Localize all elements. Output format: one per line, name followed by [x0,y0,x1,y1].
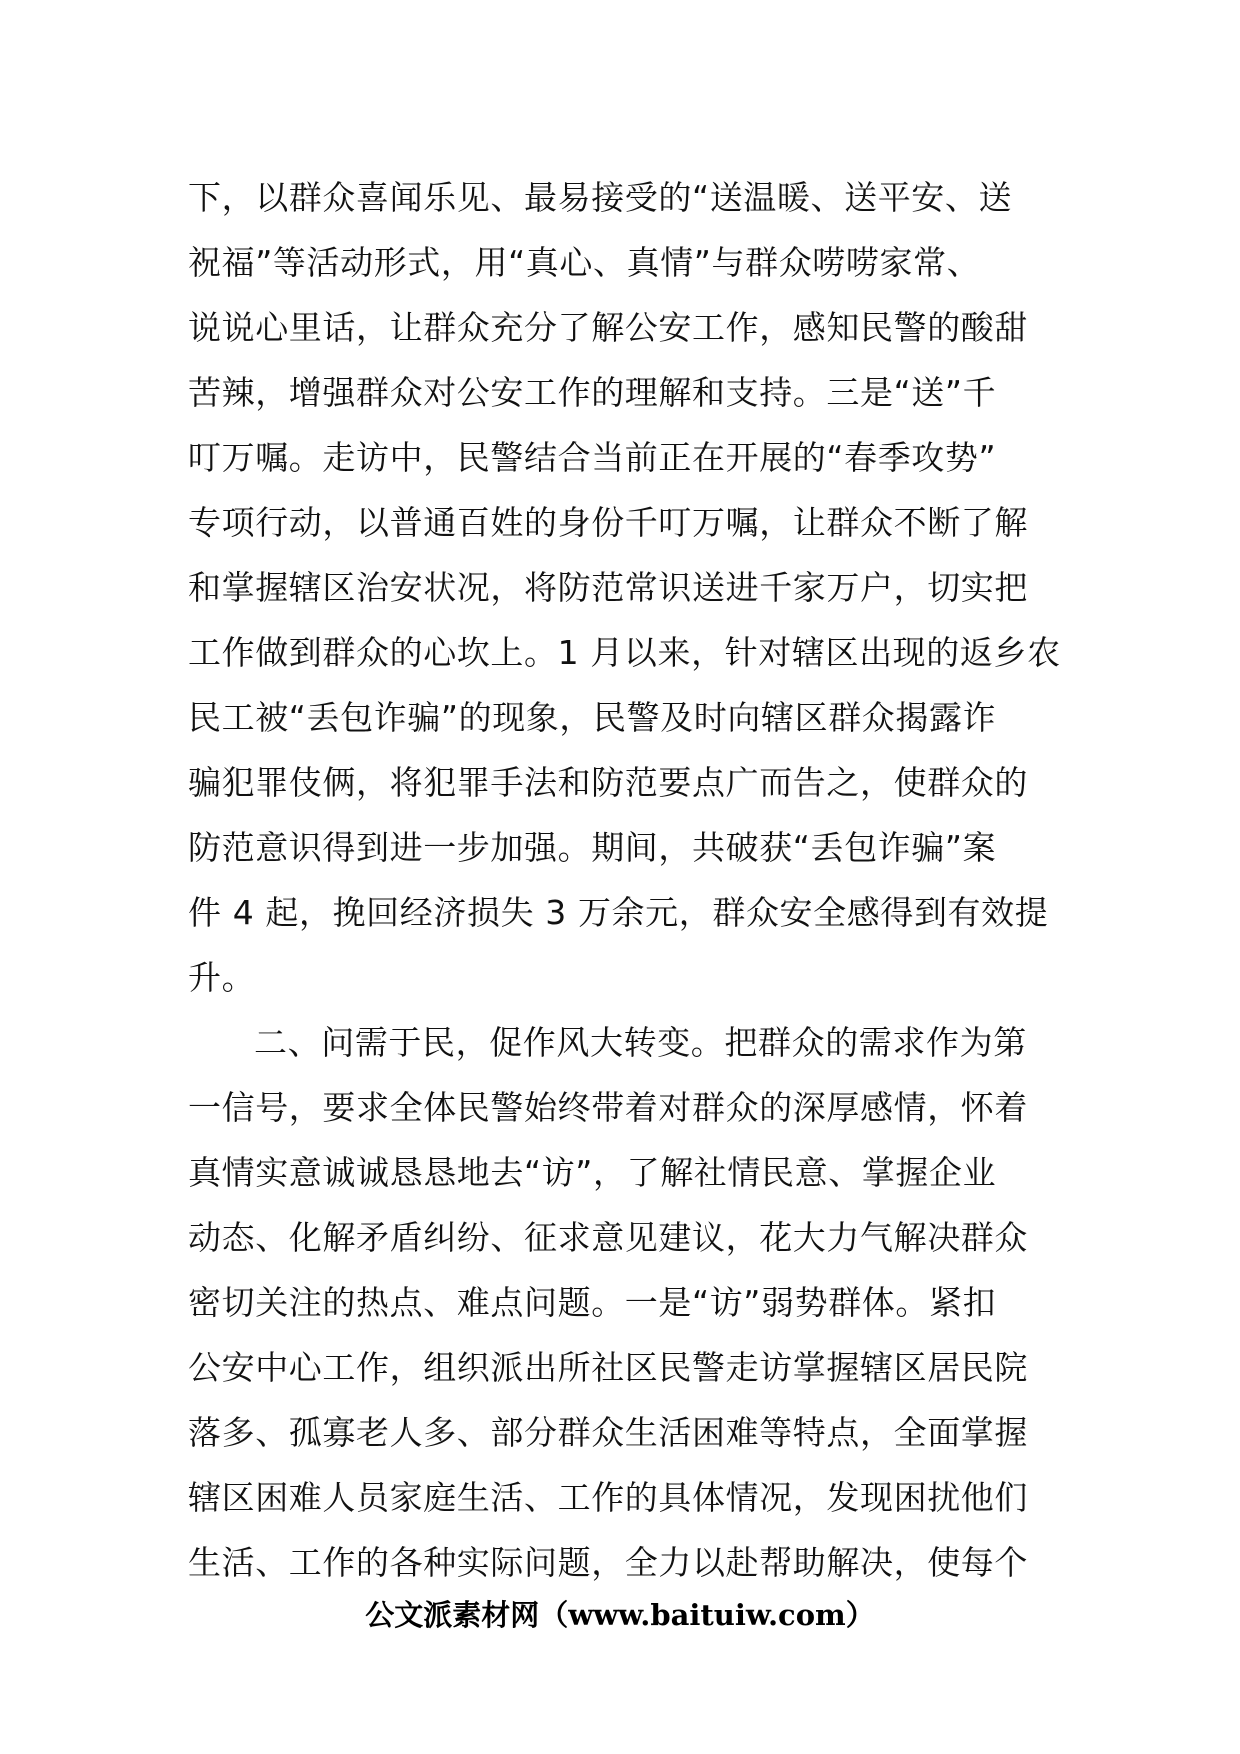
text-line: 防范意识得到进一步加强。期间，共破获“丢包诈骗”案 [188,828,997,867]
text-line: 密切关注的热点、难点问题。一是“访”弱势群体。紧扣 [188,1283,997,1322]
text-line: 苦辣，增强群众对公安工作的理解和支持。三是“送”千 [188,373,997,412]
text-line: 落多、孤寡老人多、部分群众生活困难等特点，全面掌握 [188,1413,1028,1452]
text-line: 下，以群众喜闻乐见、最易接受的“送温暖、送平安、送 [188,178,1013,217]
text-line: 骗犯罪伎俩，将犯罪手法和防范要点广而告之，使群众的 [188,763,1028,802]
document-body [188,165,1061,1595]
text-line: 生活、工作的各种实际问题，全力以赴帮助解决，使每个 [188,1543,1028,1582]
text-line: 公安中心工作，组织派出所社区民警走访掌握辖区居民院 [188,1348,1028,1387]
text-line: 件 4 起，挽回经济损失 3 万余元，群众安全感得到有效提 [188,893,1049,932]
text-line: 专项行动，以普通百姓的身份千叮万嘱，让群众不断了解 [188,503,1028,542]
text-line: 祝福”等活动形式，用“真心、真情”与群众唠唠家常、 [188,243,981,282]
text-line: 一信号，要求全体民警始终带着对群众的深厚感情，怀着 [188,1088,1028,1127]
text-line: 真情实意诚诚恳恳地去“访”，了解社情民意、掌握企业 [188,1153,997,1192]
footer-watermark: 公文派素材网（www.baituiw.com） [365,1598,875,1632]
text-line: 工作做到群众的心坎上。1 月以来，针对辖区出现的返乡农 [188,633,1061,672]
text-line: 辖区困难人员家庭生活、工作的具体情况，发现困扰他们 [188,1478,1028,1517]
text-line: 和掌握辖区治安状况，将防范常识送进千家万户，切实把 [188,568,1028,607]
text-line: 说说心里话，让群众充分了解公安工作，感知民警的酸甜 [188,308,1028,347]
text-line: 动态、化解矛盾纠纷、征求意见建议，花大力气解决群众 [188,1218,1028,1257]
text-line: 民工被“丢包诈骗”的现象，民警及时向辖区群众揭露诈 [188,698,997,737]
paragraph-heading-line: 二、问需于民，促作风大转变。把群众的需求作为第 [254,1023,1027,1062]
text-line: 叮万嘱。走访中，民警结合当前正在开展的“春季攻势” [188,438,997,477]
text-line: 升。 [188,958,256,997]
